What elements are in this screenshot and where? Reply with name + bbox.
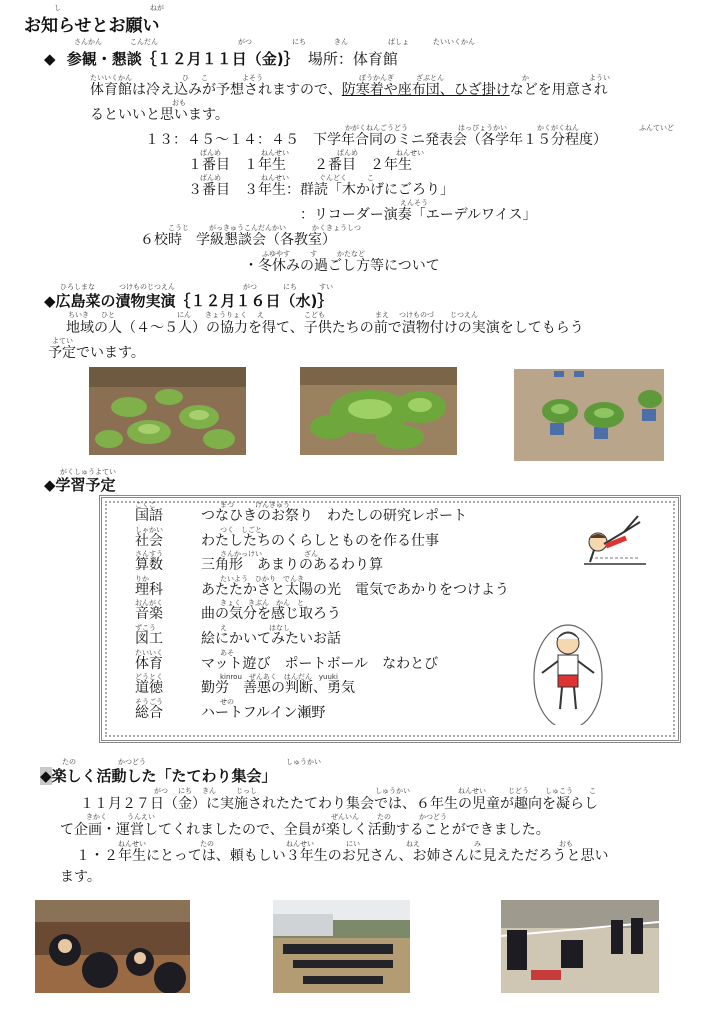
s1-sched1-ruby: かがくねんごうどう はっぴょうかい かくがくねん ふんていど — [345, 124, 674, 132]
subject-name: 理科 — [135, 581, 163, 598]
subject-topic: 勤労 善悪の判断、勇気 — [201, 680, 355, 697]
s1-sched6-ruby: ふゆやす す かたなど — [262, 250, 365, 258]
subject-ruby: ずこう — [135, 624, 156, 632]
s1-sched4-ruby: えんそう — [400, 199, 428, 207]
s2-body2-ruby: よてい — [52, 337, 73, 345]
subject-name: 体育 — [135, 655, 163, 672]
s1-schedule-1: １３：４５～１４：４５ 下学年合同のミニ発表会（各学年１５分程度） — [145, 132, 607, 148]
subject-row — [135, 679, 355, 697]
subject-topic: 三角形 あまりのあるわり算 — [201, 557, 383, 574]
subject-row — [135, 630, 341, 648]
subject-ruby: どうとく — [135, 673, 163, 682]
subject-row — [135, 704, 325, 722]
s1-schedule-5: ６校時 学級懇談会（各教室） — [140, 232, 336, 248]
subject-row — [135, 507, 467, 525]
s4-heading-ruby: たの かつどう しゅうかい — [62, 758, 321, 766]
s2-body1: 地域の人（４～５人）の協力を得て、子供たちの前で漬物付けの実演をしてもらう — [66, 320, 584, 336]
subject-row — [135, 605, 341, 623]
assembly-photo-2 — [273, 900, 410, 993]
s1-body2: るといいと思います。 — [90, 107, 229, 123]
cabbage-field-photo-2 — [300, 367, 457, 455]
subject-topic: つなひきのお祭り わたしの研究レポート — [201, 508, 467, 524]
s2-heading-ruby: ひろしまな つけものじつえん がつ にち すい — [60, 283, 333, 291]
assembly-photo-3 — [501, 900, 659, 993]
s4-body2-ruby: きかく うんえい ぜんいん たの かつどう — [86, 813, 447, 821]
subject-text-ruby: え はなし — [220, 624, 290, 632]
diamond-bullet-icon: ◆ — [44, 50, 56, 68]
subject-topic: あたたかさと太陽の光 電気であかりをつけよう — [201, 581, 509, 598]
title-ruby-shi: し — [54, 4, 61, 12]
s1-schedule-4: ：リコーダー演奏「エーデルワイス」 — [300, 207, 537, 223]
subject-topic: 曲の気分を感じ取ろう — [201, 606, 341, 623]
diamond-bullet-icon: ◆ — [40, 767, 52, 785]
subject-text-ruby: まつ けんきゅう — [220, 501, 290, 509]
title-ruby-nega: ねが — [150, 4, 164, 12]
s4-body1: １１月２７日（金）に実施されたたてわり集会では、６年生の児童が趣向を凝らし — [80, 796, 598, 812]
s2-body1-ruby: ちいき ひと にん きょうりょく え こども まえ つけものづ じつえん — [68, 311, 478, 319]
s1-sched3-ruby: ばんめ ねんせい ぐんどく こ — [200, 174, 374, 182]
subject-name: 社会 — [135, 532, 163, 549]
subject-topic: わたしたちのくらしとものを作る仕事 — [201, 532, 439, 549]
s1-schedule-3: ３番目 ３年生：群読「木かげにごろり」 — [188, 182, 454, 198]
page-title: お知らせとお願い — [24, 16, 160, 36]
boy-jumprope-illustration — [530, 617, 606, 729]
subject-ruby: さんすう — [135, 550, 163, 559]
s2-heading: ◆広島菜の漬物実演｛１２月１６日（水)｝ — [44, 292, 333, 310]
s1-heading: ◆ 参観・懇談｛１２月１１日（金)｝ 場所：体育館 — [44, 50, 398, 68]
subject-name: 図工 — [135, 631, 163, 647]
s1-body2-ruby: おも — [172, 99, 186, 107]
s1-body1: 体育館は冷え込みが予想されますので、防寒着や座布団、ひざ掛けなどを用意され — [90, 82, 608, 98]
s3-heading: ◆学習予定 — [44, 476, 116, 494]
s4-heading: ◆楽しく活動した「たてわり集会」 — [40, 767, 277, 785]
s4-body2: て企画・運営してくれましたので、全員が楽しく活動することができました。 — [60, 822, 550, 838]
cabbage-planter-photo — [514, 369, 664, 461]
subject-row — [135, 532, 439, 550]
s4-body4: ます。 — [60, 869, 101, 885]
subject-ruby: たいいく — [135, 648, 163, 657]
subject-topic: ハートフルイン瀬野 — [201, 704, 326, 721]
s1-ruby: さんかん こんだん がつ にち きん ばしょ たいいくかん — [74, 38, 475, 46]
subject-topic: 絵にかいてみたいお話 — [201, 631, 341, 647]
s4-body1-ruby: がつ にち きん じっし しゅうかい ねんせい じどう しゅこう こ — [154, 787, 596, 795]
subject-text-ruby: つく しごと — [220, 525, 262, 534]
subject-name: 国語 — [135, 508, 163, 524]
subject-row — [135, 655, 438, 673]
subject-ruby: しゃかい — [135, 525, 163, 534]
subject-name: 音楽 — [135, 606, 163, 623]
cabbage-field-photo-1 — [89, 367, 246, 455]
subject-text-ruby: さんかっけい ざん — [220, 550, 318, 559]
girl-gymnastics-illustration — [580, 508, 650, 572]
s1-body1-ruby: たいいくかん ひ こ よそう ぼうかんぎ ざぶとん か ようい — [90, 74, 610, 82]
subject-ruby: おんがく — [135, 599, 163, 608]
s1-schedule-6: ・冬休みの過ごし方等について — [244, 258, 440, 274]
subject-row — [135, 581, 509, 599]
s1-schedule-2: １番目 １年生 ２番目 ２年生 — [188, 157, 412, 173]
s1-sched2-ruby: ばんめ ねんせい ばんめ ねんせい — [200, 149, 424, 157]
subject-topic: マット遊び ポートボール なわとび — [201, 655, 439, 672]
s4-body3: １・２年生にとっては、頼もしい３年生のお兄さん、お姉さんに見えただろうと思い — [76, 848, 609, 864]
subject-name: 算数 — [135, 557, 163, 574]
subject-text-ruby: kinrou ぜんあく はんだん yuuki — [220, 673, 338, 682]
subject-ruby: そうごう — [135, 697, 163, 706]
subject-name: 道徳 — [135, 680, 163, 697]
s3-heading-ruby: がくしゅうよてい — [60, 468, 116, 476]
subject-ruby: こくご — [135, 501, 156, 509]
subject-row — [135, 556, 383, 574]
subject-name: 総合 — [135, 704, 163, 721]
subject-text-ruby: せの — [220, 697, 234, 706]
subject-text-ruby: あそ — [220, 648, 234, 657]
assembly-photo-1 — [35, 900, 190, 993]
subject-ruby: りか — [135, 574, 149, 583]
s1-sched5-ruby: こうじ がっきゅうこんだんかい かくきょうしつ — [168, 224, 361, 232]
s2-body2: 予定でいます。 — [48, 345, 145, 361]
subject-text-ruby: きょく きぶん かん と — [220, 599, 304, 608]
s4-body3-ruby: ねんせい たの ねんせい にい ねえ み おも — [118, 840, 573, 848]
subject-text-ruby: たいよう ひかり でんき — [220, 574, 304, 583]
